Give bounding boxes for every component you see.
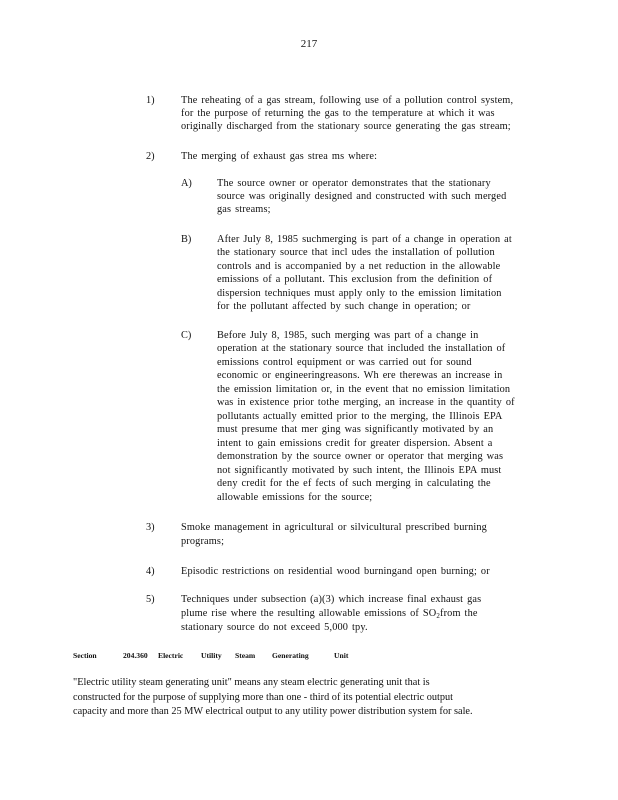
definition-line: capacity and more than 25 MW electrical output to any utility power distribution system for sale.	[73, 706, 473, 717]
subitem-text-line: the stationary source that incl udes the installation of pollution	[217, 247, 495, 258]
subitem-text-line: not significantly motivated by such intent, the Illinois EPA must	[217, 465, 502, 476]
subitem-text-line: After July 8, 1985 suchmerging is part of a change in operation at	[217, 234, 512, 245]
item-text-line: Smoke management in agricultural or silvicultural prescribed burning	[181, 522, 487, 533]
subitem-text-line: operation at the stationary source that included the installation of	[217, 343, 506, 354]
item-text-part: plume rise where the resulting allowable emissions of SO	[181, 608, 437, 619]
subitem-text-line: controls and is accompanied by a net reduction in the allowable	[217, 261, 501, 272]
item-text-line: The merging of exhaust gas strea ms where:	[181, 151, 378, 162]
subscript-2: 2	[436, 612, 441, 620]
subitem-text-line: gas streams;	[217, 204, 271, 215]
subitem-text-line: the emission limitation or, in the event that no emission limitation	[217, 384, 511, 395]
subitem-text-line: emissions of a pollutant. This exclusion from the definition of	[217, 274, 493, 285]
subitem-text-line: allowable emissions for the source;	[217, 492, 373, 503]
subitem-text-line: The source owner or operator demonstrates that the stationary	[217, 178, 491, 189]
subitem-text-line: source was originally designed and constructed with such merged	[217, 191, 507, 202]
item-text-line: for the purpose of returning the gas to the temperature at which it was	[181, 108, 495, 119]
subitem-text-line: Before July 8, 1985, such merging was part of a change in	[217, 330, 479, 341]
item-number: 4)	[146, 566, 155, 577]
item-number: 2)	[146, 151, 155, 162]
subitem-text-line: dispersion techniques must apply only to the emission limitation	[217, 288, 502, 299]
definition-line: "Electric utility steam generating unit" means any steam electric generating unit that is	[73, 677, 430, 688]
subitem-text-line: must presume that mer ging was significantly motivated by an	[217, 424, 494, 435]
heading-word: Electric	[158, 651, 184, 660]
subitem-letter: C)	[181, 330, 192, 341]
subitem-letter: A)	[181, 178, 192, 189]
item-number: 1)	[146, 95, 155, 106]
item-text-line: Techniques under subsection (a)(3) which increase final exhaust gas	[181, 594, 482, 605]
page-number: 217	[300, 38, 318, 50]
subitem-text-line: demonstration by the source owner or operator that merging was	[217, 451, 504, 462]
heading-word: Unit	[334, 651, 349, 660]
item-text-line: originally discharged from the stationary source generating the gas stream;	[181, 121, 511, 132]
item-number: 5)	[146, 594, 155, 605]
item-text-line: The reheating of a gas stream, following use of a pollution control system,	[181, 95, 514, 106]
definition-line: constructed for the purpose of supplying more than one - third of its potential electric output	[73, 691, 454, 703]
subitem-letter: B)	[181, 234, 192, 245]
subitem-text-line: pollutants actually emitted prior to the merging, the Illinois EPA	[217, 411, 503, 422]
heading-word: Utility	[201, 651, 222, 660]
subitem-text-line: deny credit for the ef fects of such merging in calculating the	[217, 478, 491, 489]
subitem-text-line: was in existence prior tothe merging, an increase in the quantity of	[217, 397, 515, 408]
heading-word: 204.360	[123, 651, 148, 660]
subitem-text-line: intent to gain emissions credit for greater dispersion. Absent a	[217, 438, 493, 449]
heading-word: Steam	[235, 651, 256, 660]
item-text-line: Episodic restrictions on residential wood burningand open burning; or	[181, 566, 490, 577]
heading-word: Generating	[272, 651, 309, 660]
subitem-text-line: emissions control equipment or was carried out for sound	[217, 357, 472, 368]
heading-word: Section	[73, 651, 97, 660]
subitem-text-line: for the pollutant affected by such change in operation; or	[217, 301, 471, 312]
item-text-line: stationary source do not exceed 5,000 tpy.	[181, 622, 368, 633]
definition-paragraph	[73, 676, 515, 720]
item-text-part: from the	[440, 608, 478, 619]
subitem-text-line: economic or engineeringreasons. Wh ere therewas an increase in	[217, 370, 503, 381]
item-number: 3)	[146, 522, 155, 533]
item-text-line: programs;	[181, 536, 225, 547]
